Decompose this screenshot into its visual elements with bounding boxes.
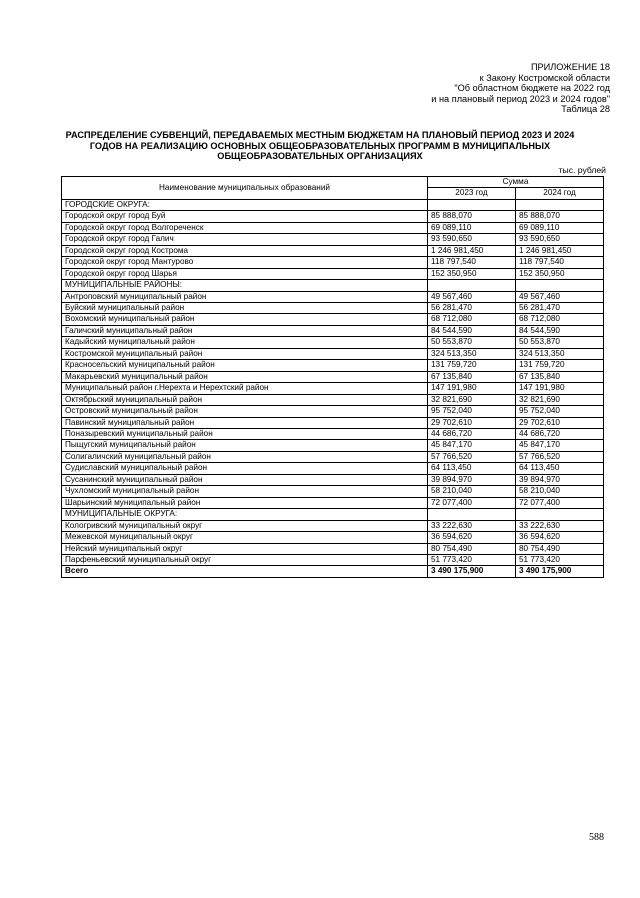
row-name: Городской округ город Кострома xyxy=(62,245,428,256)
row-name: МУНИЦИПАЛЬНЫЕ ОКРУГА: xyxy=(62,509,428,520)
units-label: тыс. рублей xyxy=(558,165,606,175)
column-header-name: Наименование муниципальных образований xyxy=(62,177,428,200)
total-value-2023: 3 490 175,900 xyxy=(428,566,516,577)
table-row xyxy=(62,428,604,439)
table-row xyxy=(62,291,604,302)
row-name: Вохомский муниципальный район xyxy=(62,314,428,325)
row-value-2023 xyxy=(428,199,516,210)
row-name: Галичский муниципальный район xyxy=(62,325,428,336)
table-row xyxy=(62,325,604,336)
row-value-2023: 324 513,350 xyxy=(428,348,516,359)
row-name: Поназыревский муниципальный район xyxy=(62,428,428,439)
row-value-2023: 45 847,170 xyxy=(428,440,516,451)
section-row xyxy=(62,280,604,291)
row-name: Нейский муниципальный округ xyxy=(62,543,428,554)
table-row xyxy=(62,497,604,508)
row-name: Чухломский муниципальный район xyxy=(62,486,428,497)
row-value-2023: 68 712,080 xyxy=(428,314,516,325)
row-value-2024: 56 281,470 xyxy=(516,302,604,313)
table-row xyxy=(62,371,604,382)
table-row xyxy=(62,406,604,417)
row-name: Костромской муниципальный район xyxy=(62,348,428,359)
row-name: Октябрьский муниципальный район xyxy=(62,394,428,405)
row-value-2023: 36 594,620 xyxy=(428,532,516,543)
row-value-2023: 95 752,040 xyxy=(428,406,516,417)
table-row xyxy=(62,474,604,485)
row-value-2023: 57 766,520 xyxy=(428,451,516,462)
row-name: Солигаличский муниципальный район xyxy=(62,451,428,462)
row-value-2024: 69 089,110 xyxy=(516,222,604,233)
column-header-2023: 2023 год xyxy=(428,188,516,199)
title-line-2: ГОДОВ НА РЕАЛИЗАЦИЮ ОСНОВНЫХ ОБЩЕОБРАЗОВАТЕЛЬНЫХ ПРОГРАММ В МУНИЦИПАЛЬНЫХ xyxy=(89,140,551,151)
title-line-1: РАСПРЕДЕЛЕНИЕ СУБВЕНЦИЙ, ПЕРЕДАВАЕМЫХ МЕСТНЫМ БЮДЖЕТАМ НА ПЛАНОВЫЙ ПЕРИОД 2023 И 2024 xyxy=(65,130,575,140)
row-name: Городской округ город Шарья xyxy=(62,268,428,279)
row-value-2023: 32 821,690 xyxy=(428,394,516,405)
row-value-2024: 57 766,520 xyxy=(516,451,604,462)
row-value-2023: 80 754,490 xyxy=(428,543,516,554)
row-name: МУНИЦИПАЛЬНЫЕ РАЙОНЫ: xyxy=(62,280,428,291)
row-value-2024: 84 544,590 xyxy=(516,325,604,336)
table-row xyxy=(62,222,604,233)
row-value-2024: 49 567,460 xyxy=(516,291,604,302)
row-value-2024: 64 113,450 xyxy=(516,463,604,474)
total-label: Всего xyxy=(62,566,428,577)
row-value-2023 xyxy=(428,280,516,291)
row-value-2023: 69 089,110 xyxy=(428,222,516,233)
row-name: Городской округ город Волгореченск xyxy=(62,222,428,233)
appendix-table-number: Таблица 28 xyxy=(561,104,610,115)
row-name: Городской округ город Буй xyxy=(62,211,428,222)
table-row xyxy=(62,268,604,279)
row-name: Городской округ город Галич xyxy=(62,234,428,245)
row-value-2023: 1 246 981,450 xyxy=(428,245,516,256)
table-body xyxy=(62,199,604,577)
row-value-2023: 152 350,950 xyxy=(428,268,516,279)
row-value-2024 xyxy=(516,280,604,291)
row-name: Кадыйский муниципальный район xyxy=(62,337,428,348)
document-title xyxy=(40,130,600,162)
row-value-2024: 32 821,690 xyxy=(516,394,604,405)
table-row xyxy=(62,463,604,474)
row-value-2024: 39 894,970 xyxy=(516,474,604,485)
row-name: Пыщугский муниципальный район xyxy=(62,440,428,451)
row-value-2023: 93 590,650 xyxy=(428,234,516,245)
total-row xyxy=(62,566,604,577)
page-number: 588 xyxy=(589,832,604,843)
row-name: Красносельский муниципальный район xyxy=(62,360,428,371)
table-row xyxy=(62,451,604,462)
row-value-2024: 147 191,980 xyxy=(516,383,604,394)
row-value-2023: 72 077,400 xyxy=(428,497,516,508)
row-value-2024: 51 773,420 xyxy=(516,554,604,565)
row-value-2023: 131 759,720 xyxy=(428,360,516,371)
row-value-2023: 67 135,840 xyxy=(428,371,516,382)
row-value-2024: 29 702,610 xyxy=(516,417,604,428)
row-value-2023: 50 553,870 xyxy=(428,337,516,348)
section-row xyxy=(62,509,604,520)
table-row xyxy=(62,360,604,371)
table-row xyxy=(62,532,604,543)
row-value-2024: 72 077,400 xyxy=(516,497,604,508)
row-name: Городской округ город Мантурово xyxy=(62,257,428,268)
appendix-law-period: и на плановый период 2023 и 2024 годов" xyxy=(431,93,610,104)
appendix-header xyxy=(310,62,610,115)
row-value-2023: 85 888,070 xyxy=(428,211,516,222)
row-name: Макарьевский муниципальный район xyxy=(62,371,428,382)
row-value-2023: 56 281,470 xyxy=(428,302,516,313)
row-value-2023: 147 191,980 xyxy=(428,383,516,394)
appendix-law-title: "Об областном бюджете на 2022 год xyxy=(454,83,610,94)
row-name: Межевской муниципальный округ xyxy=(62,532,428,543)
table-row xyxy=(62,486,604,497)
table-row xyxy=(62,394,604,405)
row-value-2023: 49 567,460 xyxy=(428,291,516,302)
appendix-law: к Закону Костромской области xyxy=(479,72,610,83)
table-row xyxy=(62,520,604,531)
row-value-2024: 324 513,350 xyxy=(516,348,604,359)
row-name: ГОРОДСКИЕ ОКРУГА: xyxy=(62,199,428,210)
row-value-2024: 118 797,540 xyxy=(516,257,604,268)
row-value-2023: 64 113,450 xyxy=(428,463,516,474)
row-value-2024: 93 590,650 xyxy=(516,234,604,245)
row-name: Буйский муниципальный район xyxy=(62,302,428,313)
row-value-2023: 39 894,970 xyxy=(428,474,516,485)
row-value-2023: 51 773,420 xyxy=(428,554,516,565)
title-line-3: ОБЩЕОБРАЗОВАТЕЛЬНЫХ ОРГАНИЗАЦИЯХ xyxy=(217,151,423,162)
table-row xyxy=(62,348,604,359)
table-row xyxy=(62,257,604,268)
table-row xyxy=(62,302,604,313)
table-row xyxy=(62,211,604,222)
row-name: Муниципальный район г.Нерехта и Нерехтский район xyxy=(62,383,428,394)
subvention-table xyxy=(61,176,604,578)
column-header-2024: 2024 год xyxy=(516,188,604,199)
table-row xyxy=(62,314,604,325)
row-value-2024: 131 759,720 xyxy=(516,360,604,371)
row-value-2023: 29 702,610 xyxy=(428,417,516,428)
row-value-2024: 80 754,490 xyxy=(516,543,604,554)
table-row xyxy=(62,234,604,245)
row-name: Кологривский муниципальный округ xyxy=(62,520,428,531)
row-value-2024: 1 246 981,450 xyxy=(516,245,604,256)
table-row xyxy=(62,554,604,565)
appendix-number: ПРИЛОЖЕНИЕ 18 xyxy=(530,62,610,72)
table-row xyxy=(62,417,604,428)
row-value-2024: 95 752,040 xyxy=(516,406,604,417)
row-name: Парфеньевский муниципальный округ xyxy=(62,554,428,565)
row-name: Сусанинский муниципальный район xyxy=(62,474,428,485)
row-name: Судиславский муниципальный район xyxy=(62,463,428,474)
table-row xyxy=(62,383,604,394)
row-value-2024: 50 553,870 xyxy=(516,337,604,348)
row-value-2023: 84 544,590 xyxy=(428,325,516,336)
row-value-2024: 33 222,630 xyxy=(516,520,604,531)
row-name: Павинский муниципальный район xyxy=(62,417,428,428)
row-value-2024 xyxy=(516,199,604,210)
row-value-2023 xyxy=(428,509,516,520)
row-value-2023: 58 210,040 xyxy=(428,486,516,497)
row-value-2024: 44 686,720 xyxy=(516,428,604,439)
row-value-2023: 44 686,720 xyxy=(428,428,516,439)
row-value-2024 xyxy=(516,509,604,520)
table-row xyxy=(62,440,604,451)
row-value-2023: 33 222,630 xyxy=(428,520,516,531)
row-value-2024: 45 847,170 xyxy=(516,440,604,451)
row-value-2024: 36 594,620 xyxy=(516,532,604,543)
row-value-2024: 67 135,840 xyxy=(516,371,604,382)
column-header-sum: Сумма xyxy=(428,177,604,188)
row-value-2024: 68 712,080 xyxy=(516,314,604,325)
row-value-2023: 118 797,540 xyxy=(428,257,516,268)
row-value-2024: 152 350,950 xyxy=(516,268,604,279)
row-name: Шарьинский муниципальный район xyxy=(62,497,428,508)
table-row xyxy=(62,245,604,256)
table-row xyxy=(62,543,604,554)
total-value-2024: 3 490 175,900 xyxy=(516,566,604,577)
table-row xyxy=(62,337,604,348)
row-value-2024: 58 210,040 xyxy=(516,486,604,497)
section-row xyxy=(62,199,604,210)
row-name: Антроповский муниципальный район xyxy=(62,291,428,302)
row-value-2024: 85 888,070 xyxy=(516,211,604,222)
row-name: Островский муниципальный район xyxy=(62,406,428,417)
